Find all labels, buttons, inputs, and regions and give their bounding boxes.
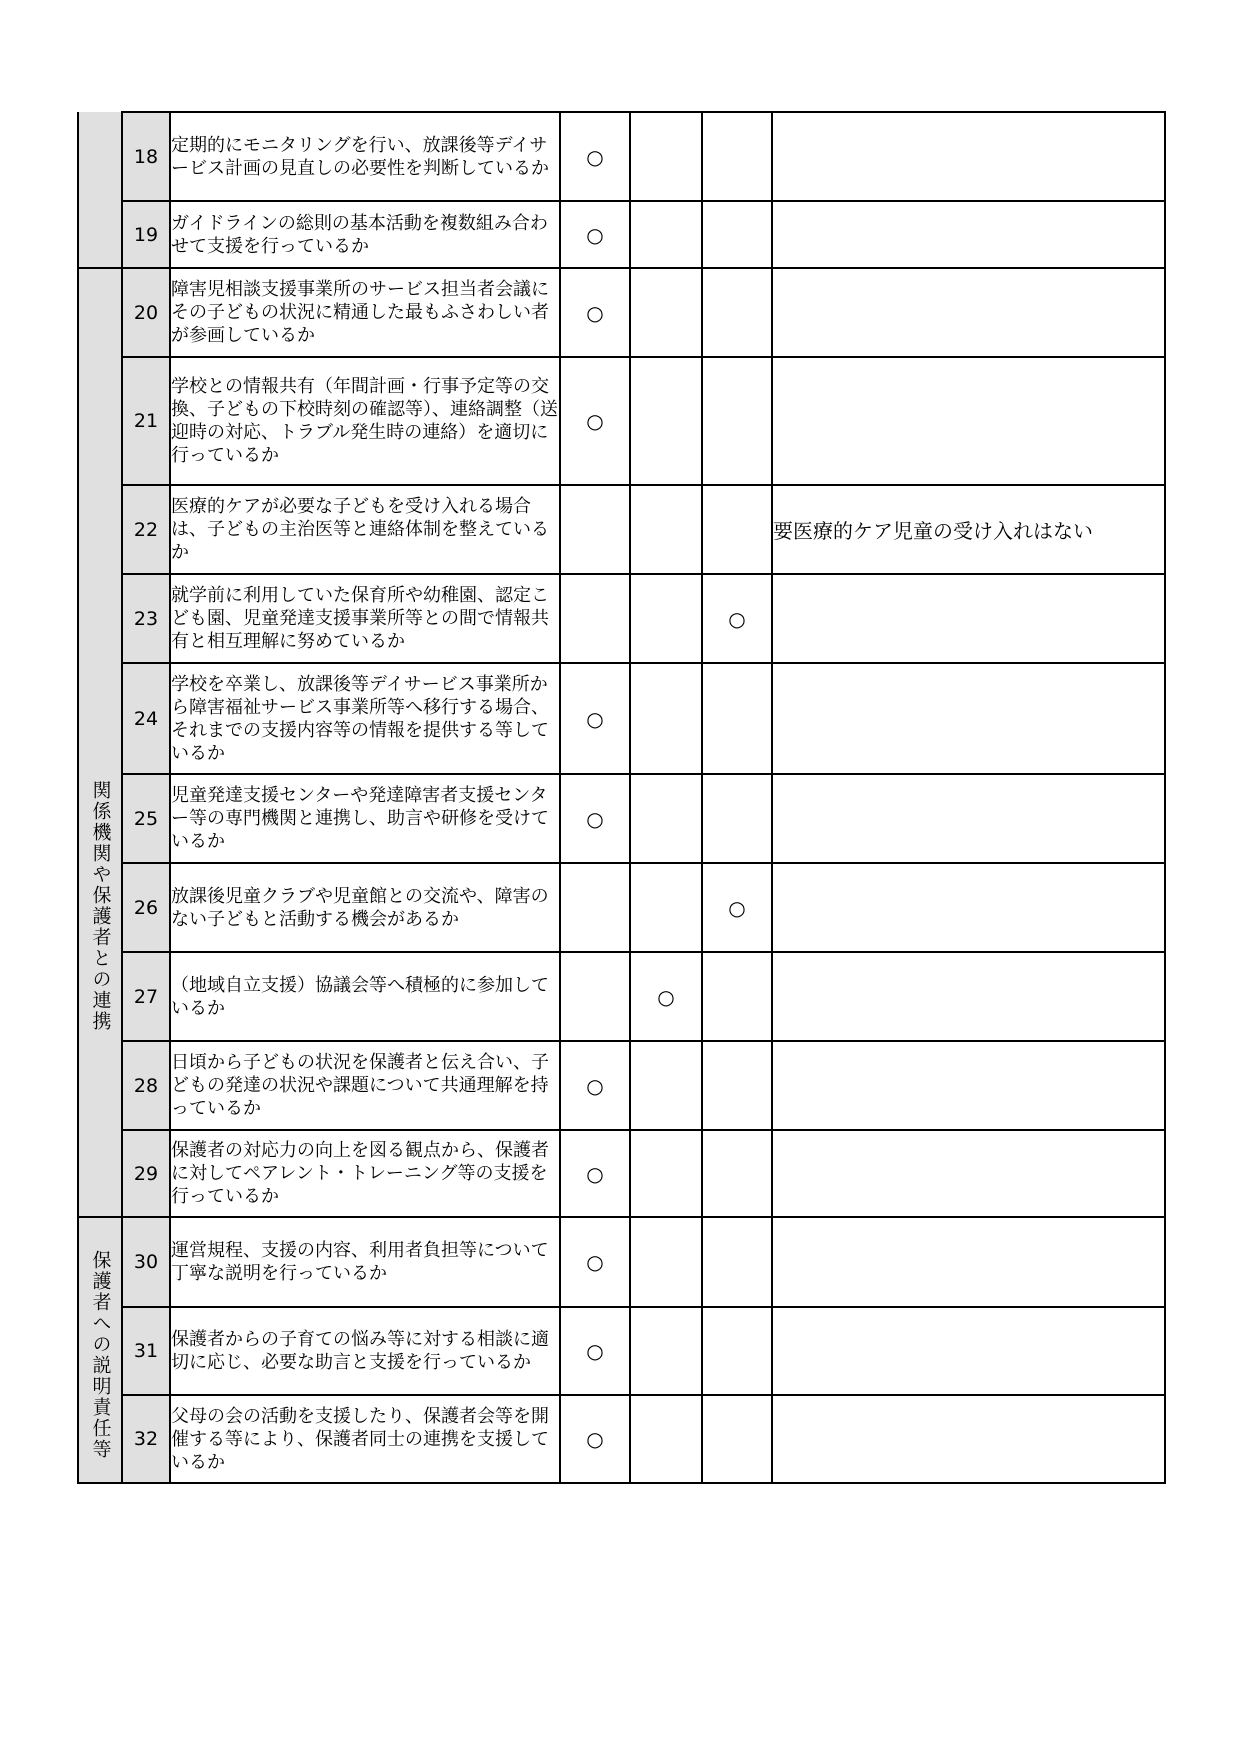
answer-yes: ○ <box>560 663 630 774</box>
question-text: 日頃から子どもの状況を保護者と伝え合い、子どもの発達の状況や課題について共通理解を持っているか <box>170 1041 560 1130</box>
table-row <box>78 201 1165 268</box>
answer-no <box>702 268 772 357</box>
row-number: 31 <box>122 1307 170 1395</box>
table-row <box>78 1307 1165 1395</box>
row-number: 30 <box>122 1217 170 1307</box>
answer-no <box>702 952 772 1041</box>
answer-no <box>702 1307 772 1395</box>
question-text: 学校を卒業し、放課後等デイサービス事業所から障害福祉サービス事業所等へ移行する場合、それまでの支援内容等の情報を提供する等しているか <box>170 663 560 774</box>
row-number: 18 <box>122 112 170 201</box>
answer-yes <box>560 485 630 574</box>
answer-yes <box>560 863 630 952</box>
answer-no <box>702 201 772 268</box>
remarks <box>772 1130 1165 1217</box>
answer-neutral <box>630 1307 702 1395</box>
question-text: 父母の会の活動を支援したり、保護者会等を開催する等により、保護者同士の連携を支援しているか <box>170 1395 560 1483</box>
remarks <box>772 1395 1165 1483</box>
table-row <box>78 574 1165 663</box>
question-text: ガイドラインの総則の基本活動を複数組み合わせて支援を行っているか <box>170 201 560 268</box>
question-text: 学校との情報共有（年間計画・行事予定等の交換、子どもの下校時刻の確認等）、連絡調整（送迎時の対応、トラブル発生時の連絡）を適切に行っているか <box>170 357 560 485</box>
answer-no: ○ <box>702 574 772 663</box>
answer-yes: ○ <box>560 1217 630 1307</box>
answer-yes: ○ <box>560 1307 630 1395</box>
row-number: 19 <box>122 201 170 268</box>
row-number: 21 <box>122 357 170 485</box>
row-number: 25 <box>122 774 170 863</box>
answer-no <box>702 1395 772 1483</box>
remarks <box>772 112 1165 201</box>
category-cell <box>78 268 122 1217</box>
answer-neutral <box>630 1041 702 1130</box>
table-row <box>78 1041 1165 1130</box>
remarks <box>772 1307 1165 1395</box>
remarks <box>772 952 1165 1041</box>
remarks <box>772 663 1165 774</box>
answer-yes: ○ <box>560 774 630 863</box>
question-text: 医療的ケアが必要な子どもを受け入れる場合は、子どもの主治医等と連絡体制を整えているか <box>170 485 560 574</box>
table-row <box>78 863 1165 952</box>
category-label: 保護者への説明責任等 <box>89 1250 112 1460</box>
table-row <box>78 268 1165 357</box>
answer-yes: ○ <box>560 1130 630 1217</box>
evaluation-table <box>77 111 1166 1484</box>
answer-yes: ○ <box>560 201 630 268</box>
answer-neutral <box>630 774 702 863</box>
table-row <box>78 357 1165 485</box>
answer-no <box>702 357 772 485</box>
remarks <box>772 201 1165 268</box>
answer-no <box>702 1217 772 1307</box>
remarks <box>772 774 1165 863</box>
remarks <box>772 268 1165 357</box>
remarks <box>772 1217 1165 1307</box>
remarks: 要医療的ケア児童の受け入れはない <box>772 485 1165 574</box>
answer-neutral <box>630 863 702 952</box>
category-cell <box>78 112 122 268</box>
answer-neutral <box>630 1217 702 1307</box>
category-label: 関係機関や保護者との連携 <box>89 779 112 1032</box>
table-row <box>78 774 1165 863</box>
answer-no <box>702 112 772 201</box>
table-row <box>78 1130 1165 1217</box>
answer-neutral <box>630 112 702 201</box>
answer-neutral <box>630 268 702 357</box>
remarks <box>772 863 1165 952</box>
answer-neutral <box>630 201 702 268</box>
question-text: 放課後児童クラブや児童館との交流や、障害のない子どもと活動する機会があるか <box>170 863 560 952</box>
category-cell <box>78 1217 122 1483</box>
row-number: 26 <box>122 863 170 952</box>
row-number: 32 <box>122 1395 170 1483</box>
answer-yes: ○ <box>560 1395 630 1483</box>
row-number: 22 <box>122 485 170 574</box>
row-number: 28 <box>122 1041 170 1130</box>
answer-neutral <box>630 357 702 485</box>
answer-no <box>702 1041 772 1130</box>
answer-neutral: ○ <box>630 952 702 1041</box>
answer-no <box>702 774 772 863</box>
answer-yes: ○ <box>560 112 630 201</box>
answer-yes: ○ <box>560 1041 630 1130</box>
remarks <box>772 357 1165 485</box>
question-text: 保護者からの子育ての悩み等に対する相談に適切に応じ、必要な助言と支援を行っているか <box>170 1307 560 1395</box>
answer-neutral <box>630 1130 702 1217</box>
table-row <box>78 485 1165 574</box>
answer-yes: ○ <box>560 357 630 485</box>
answer-neutral <box>630 574 702 663</box>
table-row <box>78 952 1165 1041</box>
table-row <box>78 663 1165 774</box>
table-row <box>78 1395 1165 1483</box>
remarks <box>772 574 1165 663</box>
answer-yes <box>560 574 630 663</box>
answer-yes: ○ <box>560 268 630 357</box>
table-row <box>78 112 1165 201</box>
remarks <box>772 1041 1165 1130</box>
question-text: 定期的にモニタリングを行い、放課後等デイサービス計画の見直しの必要性を判断しているか <box>170 112 560 201</box>
row-number: 24 <box>122 663 170 774</box>
row-number: 23 <box>122 574 170 663</box>
question-text: 就学前に利用していた保育所や幼稚園、認定こども園、児童発達支援事業所等との間で情報共有と相互理解に努めているか <box>170 574 560 663</box>
answer-neutral <box>630 663 702 774</box>
answer-yes <box>560 952 630 1041</box>
question-text: （地域自立支援）協議会等へ積極的に参加しているか <box>170 952 560 1041</box>
answer-no <box>702 1130 772 1217</box>
row-number: 20 <box>122 268 170 357</box>
question-text: 保護者の対応力の向上を図る観点から、保護者に対してペアレント・トレーニング等の支援を行っているか <box>170 1130 560 1217</box>
answer-neutral <box>630 1395 702 1483</box>
row-number: 29 <box>122 1130 170 1217</box>
answer-neutral <box>630 485 702 574</box>
answer-no: ○ <box>702 863 772 952</box>
question-text: 児童発達支援センターや発達障害者支援センター等の専門機関と連携し、助言や研修を受けているか <box>170 774 560 863</box>
answer-no <box>702 663 772 774</box>
question-text: 運営規程、支援の内容、利用者負担等について丁寧な説明を行っているか <box>170 1217 560 1307</box>
answer-no <box>702 485 772 574</box>
row-number: 27 <box>122 952 170 1041</box>
question-text: 障害児相談支援事業所のサービス担当者会議にその子どもの状況に精通した最もふさわしい者が参画しているか <box>170 268 560 357</box>
table-row <box>78 1217 1165 1307</box>
